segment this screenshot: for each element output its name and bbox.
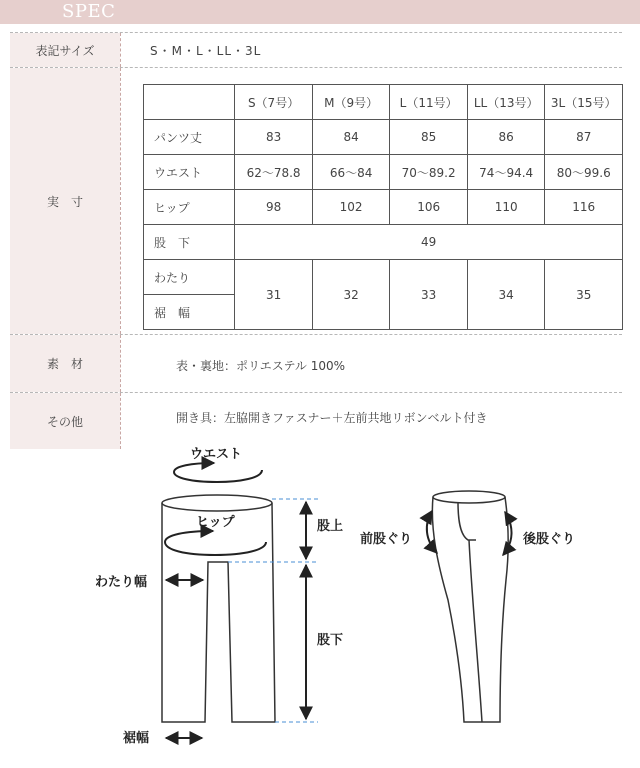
row-label: 裾 幅	[144, 295, 235, 330]
table-cell: 84	[312, 120, 390, 155]
thigh-label: わたり幅	[95, 575, 148, 590]
hip-arrow	[165, 531, 266, 555]
table-cell: 35	[545, 260, 623, 330]
table-row	[144, 190, 623, 225]
table-cell: 116	[545, 190, 623, 225]
material-label-cell	[10, 335, 120, 392]
hem-label: 裾幅	[123, 731, 150, 746]
table-header-row	[144, 85, 623, 120]
table-row	[144, 225, 623, 260]
table-cell: 80〜99.6	[545, 155, 623, 190]
divider	[120, 68, 121, 334]
table-cell: 34	[467, 260, 545, 330]
table-cell: 32	[312, 260, 390, 330]
size-table	[143, 84, 623, 330]
table-cell: 62〜78.8	[235, 155, 313, 190]
sizes-label-cell	[10, 33, 120, 67]
row-label: ウエスト	[144, 155, 235, 190]
divider	[120, 33, 121, 67]
column-header: LL（13号）	[467, 85, 545, 120]
spec-header	[0, 0, 640, 24]
sizes-label: 表記サイズ	[35, 43, 95, 58]
table-cell: 106	[390, 190, 468, 225]
table-cell: 86	[467, 120, 545, 155]
table-cell: 74〜94.4	[467, 155, 545, 190]
spec-title: SPEC	[62, 1, 116, 22]
row-label: 股 下	[144, 225, 235, 260]
table-cell: 102	[312, 190, 390, 225]
divider	[120, 335, 121, 392]
row-label: パンツ丈	[144, 120, 235, 155]
table-cell: 83	[235, 120, 313, 155]
column-header: S（7号）	[235, 85, 313, 120]
measure-label: 実 寸	[46, 194, 83, 209]
table-cell: 49	[235, 225, 623, 260]
pants-measurement-diagram	[0, 440, 640, 768]
rise-label: 股上	[317, 519, 344, 534]
column-header: M（9号）	[312, 85, 390, 120]
table-cell: 110	[467, 190, 545, 225]
table-row	[144, 260, 623, 295]
pants-side-outline	[432, 491, 508, 722]
back-rise-label: 後股ぐり	[523, 532, 576, 547]
table-cell: 70〜89.2	[390, 155, 468, 190]
table-corner	[144, 85, 235, 120]
measure-label-cell	[10, 68, 120, 334]
waist-label: ウエスト	[190, 447, 243, 462]
table-cell: 31	[235, 260, 313, 330]
other-label: その他	[46, 414, 83, 429]
hip-label: ヒップ	[196, 515, 235, 530]
front-rise-label: 前股ぐり	[360, 532, 413, 547]
inseam-label: 股下	[317, 633, 344, 648]
table-cell: 98	[235, 190, 313, 225]
table-cell: 66〜84	[312, 155, 390, 190]
column-header: 3L（15号）	[545, 85, 623, 120]
column-header: L（11号）	[390, 85, 468, 120]
table-cell: 85	[390, 120, 468, 155]
waist-arrow	[174, 463, 262, 482]
row-label: わたり	[144, 260, 235, 295]
other-value: 開き具：左脇開きファスナー＋左前共地リボンベルト付き	[176, 411, 488, 425]
table-row	[144, 120, 623, 155]
table-cell: 87	[545, 120, 623, 155]
sizes-value: S・M・L・LL・3L	[150, 44, 262, 58]
material-label: 素 材	[46, 357, 83, 371]
row-label: ヒップ	[144, 190, 235, 225]
table-row	[144, 155, 623, 190]
material-value: 表・裏地：ポリエステル 100%	[176, 359, 346, 373]
table-cell: 33	[390, 260, 468, 330]
